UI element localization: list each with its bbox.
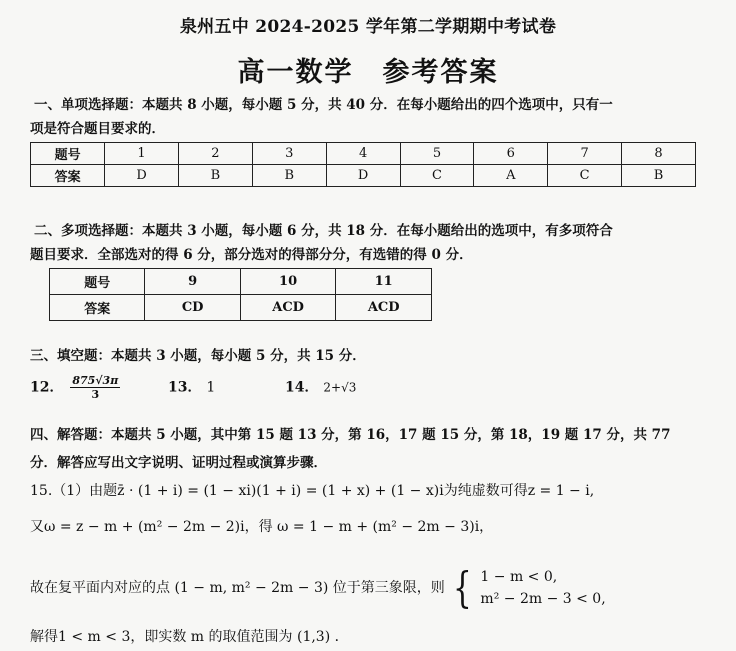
question-number-cell: 11 — [336, 269, 432, 295]
document-title: 泉州五中 2024-2025 学年第二学期期中考试卷 — [179, 17, 557, 37]
header-label-cell: 题号 — [31, 143, 105, 165]
question-number-cell: 7 — [548, 143, 622, 165]
q12-numerator: 875√3π — [72, 374, 119, 387]
answer-cell: D — [326, 165, 400, 187]
question-number-cell: 10 — [240, 269, 336, 295]
section2-intro-line1: 二、多项选择题：本题共 3 小题，每小题 6 分，共 18 分．在每小题给出的选项中，有多项符合 — [34, 223, 613, 239]
fill-blank-answers — [30, 374, 356, 401]
section4-intro-line2: 分．解答应写出文字说明、证明过程或演算步骤． — [30, 455, 327, 471]
inequality-1: 1 − m < 0, — [480, 569, 558, 585]
answer-cell: ACD — [240, 295, 336, 321]
q15-solution-line3: 故在复平面内对应的点 (1 − m, m² − 2m − 3) 位于第三象限，则 — [30, 580, 445, 596]
q15-solution-line2: 又ω = z − m + (m² − 2m − 2)i，得 ω = 1 − m + (m² − 2m − 3)i， — [30, 519, 494, 535]
question-number-cell: 9 — [145, 269, 240, 295]
answer-cell: D — [105, 165, 179, 187]
section1-intro-line2: 项是符合题目要求的． — [30, 121, 165, 137]
section3-heading: 三、填空题：本题共 3 小题，每小题 5 分，共 15 分． — [30, 348, 366, 364]
inequality-system — [449, 563, 606, 612]
answer-cell: B — [179, 165, 253, 187]
question-number-cell: 6 — [474, 143, 548, 165]
section2-intro-line2: 题目要求．全部选对的得 6 分，部分选对的得部分分，有选错的得 0 分． — [30, 247, 473, 263]
question-number-cell: 5 — [400, 143, 474, 165]
q15-solution-line3-row — [30, 563, 606, 612]
table-row — [31, 143, 696, 165]
question-number-cell: 4 — [326, 143, 400, 165]
answer-cell: CD — [145, 295, 240, 321]
q12-fraction — [70, 374, 120, 401]
q12-label: 12． — [30, 379, 64, 396]
q13-answer: 1 — [206, 379, 216, 396]
header-label-cell: 题号 — [50, 269, 145, 295]
answer-cell: B — [622, 165, 696, 187]
section4-intro-line1: 四、解答题：本题共 5 小题，其中第 15 题 13 分，第 16，17 题 15 分，第 18，19 题 17 分，共 77 — [30, 427, 671, 443]
single-choice-answer-table — [30, 142, 696, 187]
q14-answer: 2+√3 — [323, 380, 357, 395]
answer-cell: C — [548, 165, 622, 187]
answer-cell: ACD — [336, 295, 432, 321]
multiple-choice-answer-table — [49, 268, 432, 321]
question-number-cell: 8 — [622, 143, 696, 165]
table-row — [50, 269, 432, 295]
inequality-2: m² − 2m − 3 < 0, — [480, 591, 606, 607]
question-number-cell: 3 — [252, 143, 326, 165]
question-number-cell: 2 — [179, 143, 253, 165]
table-row — [31, 165, 696, 187]
q14-label: 14． — [285, 379, 319, 396]
question-number-cell: 1 — [105, 143, 179, 165]
answer-label-cell: 答案 — [31, 165, 105, 187]
answer-cell: B — [252, 165, 326, 187]
q13-label: 13． — [168, 379, 202, 396]
answer-cell: C — [400, 165, 474, 187]
table-row — [50, 295, 432, 321]
q12-denominator: 3 — [91, 388, 100, 401]
answer-label-cell: 答案 — [50, 295, 145, 321]
q15-solution-line4: 解得1 < m < 3，即实数 m 的取值范围为 (1,3) ． — [30, 629, 349, 645]
answer-cell: A — [474, 165, 548, 187]
section1-intro-line1: 一、单项选择题：本题共 8 小题，每小题 5 分，共 40 分．在每小题给出的四个选项中，只有一 — [34, 97, 613, 113]
q15-solution-line1: 15.（1）由题z̄ · (1 + i) = (1 − xi)(1 + i) = (1 + x) + (1 − x)i为纯虚数可得z = 1 − i, — [30, 483, 595, 499]
document-subtitle: 高一数学 参考答案 — [237, 57, 499, 88]
left-brace-icon: { — [453, 563, 472, 612]
